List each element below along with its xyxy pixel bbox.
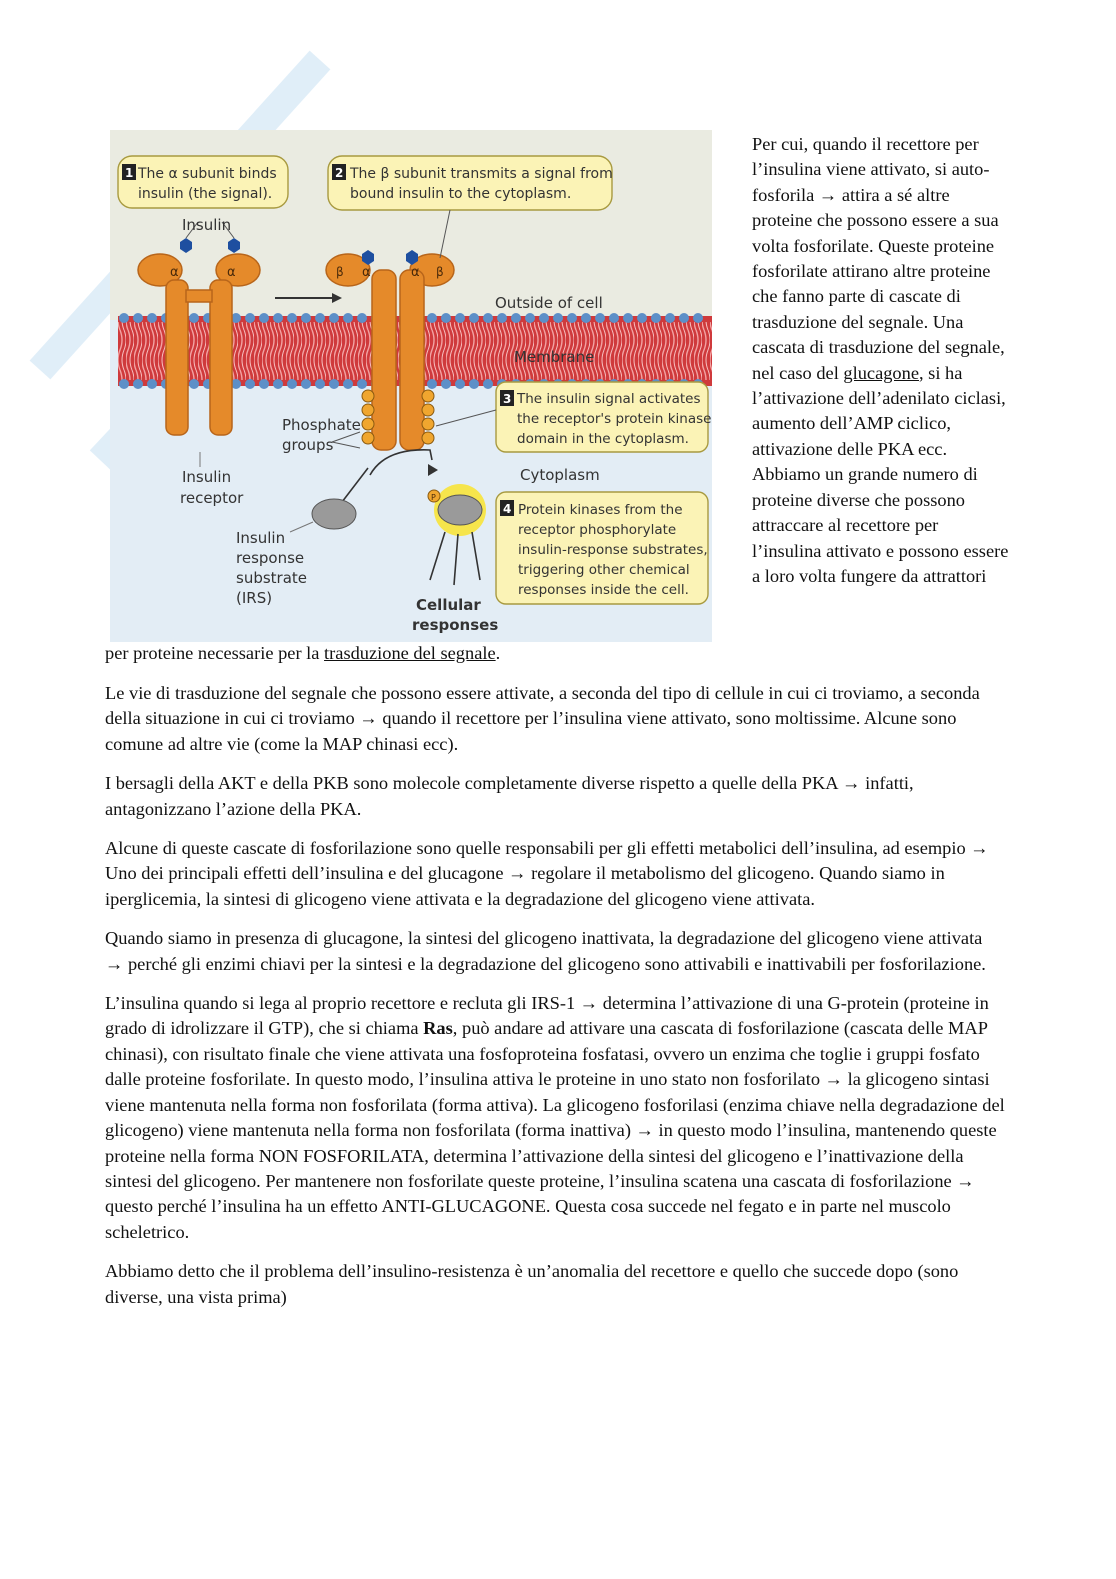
callout-2-line-2: bound insulin to the cytoplasm.	[350, 186, 572, 202]
callout-3-line-3: domain in the cytoplasm.	[517, 431, 689, 447]
irs-label-3: substrate	[236, 569, 308, 587]
callout-1	[118, 156, 288, 208]
paragraph-1: Le vie di trasduzione del segnale che possono essere attivate, a seconda del tipo di cellule in cui ci troviamo, a seconda della situazione in cui ci troviamo → quando il recettore per l’insulina viene attivato, sono moltissime. Alcune sono comune ad altre vie (come la MAP chinasi ecc).	[105, 683, 980, 754]
paragraph-2: I bersagli della AKT e della PKB sono molecole completamente diverse rispetto a quelle della PKA → infatti, antagonizzano l’azione della PKA.	[105, 773, 914, 819]
receptor-label-2: receptor	[180, 489, 244, 507]
trasduzione-link[interactable]: trasduzione del segnale	[324, 643, 496, 663]
receptor-label-1: Insulin	[182, 468, 232, 486]
continuation-part-1: per proteine necessarie per la	[105, 643, 325, 663]
callout-4	[496, 492, 708, 604]
phosphate-label-2: groups	[282, 436, 334, 454]
alpha-label-2: α	[227, 265, 236, 280]
paragraph-5	[105, 991, 1005, 1245]
callout-3	[496, 382, 711, 452]
callout-1-line-1: The α subunit binds	[138, 166, 277, 182]
body-text	[105, 681, 1005, 1324]
insulin-receptor-figure	[110, 130, 712, 642]
callout-3-number: 3	[503, 392, 512, 406]
callout-2	[328, 156, 613, 210]
membrane-label: Membrane	[514, 348, 595, 366]
cellular-label-2: responses	[412, 616, 499, 634]
paragraph-5-part-b: , può andare ad attivare una cascata di fosforilazione (cascata delle MAP chinasi), con risultato finale che viene attivata una fosfoproteina fosfatasi, ovvero un enzima che toglie i gruppi fosfato dalle proteine fosforilate. In questo modo, l’insulina attiva le proteine in uno stato non fosforilato → la glicogeno sintasi viene mantenuta nella forma non fosforilata (forma attiva). La glicogeno fosforilasi (enzima chiave nella degradazione del glicogeno) viene mantenuta nella forma non fosforilata (forma inattiva) → in questo modo l’insulina, mantenendo queste proteine nella forma NON FOSFORILATA, determina l’attivazione della sintesi del glicogeno e l’inattivazione della sintesi del glicogeno. Per mantenere non fosforilate queste proteine, l’insulina scatena una cascata di fosforilazione → questo perché l’insulina ha un effetto ANTI-GLUCAGONE. Questa cosa succede nel fegato e in parte nel muscolo scheletrico.	[105, 1018, 1005, 1242]
paragraph-3: Alcune di queste cascate di fosforilazione sono quelle responsabili per gli effetti metabolici dell’insulina, ad esempio → Uno dei principali effetti dell’insulina e del glucagone → regolare il metabolismo del glicogeno. Quando siamo in iperglicemia, la sintesi di glicogeno viene attivata e la degradazione del glicogeno viene attivata.	[105, 838, 989, 909]
cytoplasm-label: Cytoplasm	[520, 466, 600, 484]
irs-label-4: (IRS)	[236, 589, 273, 607]
irs-label-1: Insulin	[236, 529, 286, 547]
paragraph-5-part-a: L’insulina quando si lega al proprio recettore e recluta gli IRS-1 → determina l’attivazione di una G-protein (proteine in grado di idrolizzare il GTP), che si chiama	[105, 993, 989, 1039]
callout-4-line-1: Protein kinases from the	[518, 502, 683, 518]
alpha-label-4: α	[411, 265, 420, 280]
callout-4-line-5: responses inside the cell.	[518, 582, 689, 598]
callout-1-line-2: insulin (the signal).	[138, 186, 273, 202]
callout-4-number: 4	[503, 502, 512, 516]
ras-bold: Ras	[423, 1018, 453, 1039]
continuation-part-2: .	[495, 643, 501, 663]
paragraph-4: Quando siamo in presenza di glucagone, la sintesi del glicogeno inattivata, la degradazione del glicogeno viene attivata → perché gli enzimi chiavi per la sintesi e la degradazione del glicogeno sono attivabili e inattivabili per fosforilazione.	[105, 928, 986, 974]
continuation-line	[105, 641, 500, 666]
callout-3-line-1: The insulin signal activates	[517, 391, 701, 407]
callout-4-line-2: receptor phosphorylate	[518, 522, 677, 538]
alpha-label-1: α	[170, 265, 179, 280]
callout-2-number: 2	[335, 166, 344, 180]
callout-1-number: 1	[125, 166, 134, 180]
callout-4-line-3: insulin-response substrates,	[518, 542, 708, 558]
callout-4-line-4: triggering other chemical	[518, 562, 690, 578]
phosphate-label-1: Phosphate	[282, 416, 361, 434]
glucagone-link[interactable]: glucagone	[843, 362, 919, 383]
irs-inactive	[312, 499, 356, 529]
outside-cell-label: Outside of cell	[495, 294, 603, 312]
paragraph-6: Abbiamo detto che il problema dell’insulino-resistenza è un’anomalia del recettore e quello che succede dopo (sono diverse, una vista prima)	[105, 1261, 959, 1307]
alpha-label-3: α	[362, 265, 371, 280]
beta-label-1: β	[336, 265, 344, 279]
side-text-part-2: , si ha l’attivazione dell’adenilato ciclasi, aumento dell’AMP ciclico, attivazione delle PKA ecc. Abbiamo un grande numero di proteine diverse che possono attraccare al recettore per l’insulina attivato e possono essere a loro volta fungere da attrattori	[752, 362, 1009, 586]
beta-label-2: β	[436, 265, 444, 279]
callout-3-line-2: the receptor's protein kinase	[517, 411, 712, 427]
insulin-label: Insulin	[182, 216, 232, 234]
cellular-label-1: Cellular	[416, 596, 481, 614]
side-text-part-1: Per cui, quando il recettore per l’insulina viene attivato, si auto-fosforila → attira a sé altre proteine che possono essere a sua volta fosforilate. Queste proteine fosforilate attirano altre proteine che fanno parte di cascate di trasduzione del segnale. Una cascata di trasduzione del segnale, nel caso del	[752, 134, 1005, 383]
side-paragraph	[752, 132, 1012, 589]
phosphate-p-label: P	[431, 493, 436, 502]
irs-label-2: response	[236, 549, 305, 567]
callout-2-line-1: The β subunit transmits a signal from	[350, 166, 613, 182]
